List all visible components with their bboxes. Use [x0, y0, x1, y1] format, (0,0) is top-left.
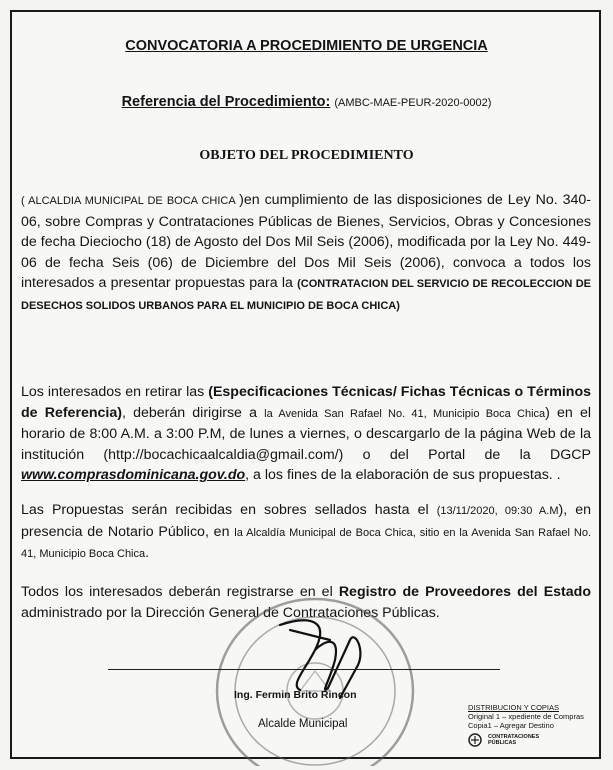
objeto-heading: OBJETO DEL PROCEDIMIENTO	[199, 148, 414, 163]
address: la Avenida San Rafael No. 41, Municipio Boca Chica	[264, 407, 546, 420]
distribution-original: Original 1 – xpediente de Compras	[468, 712, 584, 721]
logo-text-line1: CONTRATACIONES	[488, 734, 540, 740]
distribution-copy: Copia1 – Agregar Destino	[468, 721, 554, 730]
handwritten-signature	[270, 610, 380, 700]
paragraph-text: ) en el horario de 8:00 A.M. a 3:00 P.M, de lunes a viernes, o descargarlo de la página Web de la institución (http://bocachicaalcaldia@gmail.com/) o del Portal de la DGCP	[21, 404, 591, 463]
reference-value: (AMBC-MAE-PEUR-2020-0002)	[334, 97, 492, 109]
paragraph-text: administrado por la Dirección General de Contrataciones Públicas.	[21, 604, 440, 621]
signature-line	[108, 669, 500, 670]
registry-name: Registro de Proveedores del Estado	[338, 584, 591, 600]
signer-title: Alcalde Municipal	[258, 718, 348, 730]
entity-name: ( ALCALDIA MUNICIPAL DE BOCA CHICA	[21, 195, 240, 207]
signer-name: Ing. Fermin Brito Rincon	[234, 689, 357, 701]
dgcp-logo	[468, 733, 598, 747]
distribution-heading: DISTRIBUCION Y COPIAS	[468, 703, 559, 712]
document-title: CONVOCATORIA A PROCEDIMIENTO DE URGENCIA	[125, 38, 488, 54]
paragraph-specifications	[21, 382, 591, 486]
reception-place: la Alcaldía Municipal de Boca Chica, sitio en la Avenida San Rafael No. 41, Municipio Boca Chica	[21, 526, 591, 561]
paragraph-text: .	[145, 545, 150, 562]
portal-link[interactable]: www.comprasdominicana.gov.do	[21, 467, 246, 484]
procedure-reference	[0, 94, 613, 110]
paragraph-text: ), en presencia de Notario Público, en	[21, 502, 591, 540]
procurement-object: (CONTRATACION DEL SERVICIO DE RECOLECCION DE DESECHOS SOLIDOS URBANOS PARA EL MUNICIPIO DE BOCA CHICA)	[21, 278, 591, 312]
reference-label: Referencia del Procedimiento:	[121, 94, 331, 110]
dgcp-logo-icon	[468, 733, 484, 747]
paragraph-text: , a los fines de la elaboración de sus propuestas. .	[245, 467, 561, 484]
paragraph-text: , deberán dirigirse a	[121, 404, 265, 421]
distribution-block	[468, 703, 598, 747]
paragraph-text: Los interesados en retirar las	[21, 384, 209, 400]
deadline: (13/11/2020, 09:30 A.M	[436, 505, 559, 517]
paragraph-text: Todos los interesados deberán registrarse en el	[21, 584, 339, 600]
paragraph-convocation	[21, 190, 591, 317]
paragraph-text: )en cumplimiento de las disposiciones de Ley No. 340-06, sobre Compras y Contrataciones Públicas de Bienes, Servicios, Obras y Concesiones de fecha Dieciocho (18) de Agosto del Dos Mil Seis (2006), modificada por la Ley No. 449-06 de fecha Seis (06) de Diciembre del Dos Mil Seis (2006), convoca a todos los interesados a presentar propuestas para la	[21, 192, 591, 292]
paragraph-text: Las Propuestas serán recibidas en sobres sellados hasta el	[21, 502, 437, 518]
paragraph-proposals	[21, 500, 591, 565]
specifications-docs: (Especificaciones Técnicas/ Fichas Técnicas o Términos de Referencia)	[21, 384, 591, 421]
logo-text-line2: PÚBLICAS	[488, 740, 517, 746]
